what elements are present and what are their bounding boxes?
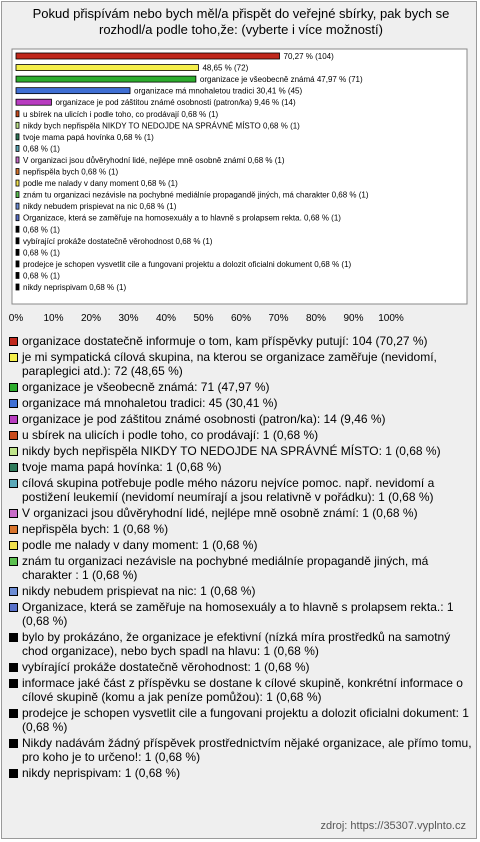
bar-label-19: prodejce je schopen vysvetlit cile a fungovani projektu a dolozit oficialni dokument 0,68 % (1)	[23, 259, 352, 269]
bar-label-15: Organizace, která se zaměřuje na homosexuály a to hlavně s prolapsem rekta. 0,68 % (1)	[23, 213, 341, 223]
chart-title: Pokud přispívám nebo bych měl/a přispět do veřejné sbírky, pak bych se rozhodl/a podle toho,že: (vyberte i více možností)	[32, 6, 450, 37]
x-tick-label: 20%	[80, 313, 102, 324]
legend-text: Nikdy nadávám žádný příspěvek prostřednictvím nějaké organizace, ale přímo tomu, pro koho je to určeno!: 1 (0,68 %)	[22, 736, 472, 764]
legend-item	[8, 766, 474, 780]
bar-10	[16, 157, 19, 163]
legend-swatch	[9, 679, 18, 688]
legend-swatch	[9, 383, 18, 392]
bar-15	[16, 215, 19, 221]
x-tick-label: 30%	[118, 313, 139, 324]
legend-text: vybírající prokáže dostatečně věrohodnost: 1 (0,68 %)	[22, 660, 310, 674]
legend-item	[8, 660, 474, 674]
legend-item	[8, 506, 474, 520]
legend-swatch	[9, 399, 18, 408]
legend-item	[8, 396, 474, 410]
legend-text: je mi sympatická cílová skupina, na kterou se organizace zaměřuje (nevidomí, paraplegici atd.): 72 (48,65 %)	[22, 350, 437, 378]
legend-item	[8, 630, 474, 658]
legend-text: organizace je pod záštitou známé osobnosti (patron/ka): 14 (9,46 %)	[22, 412, 386, 426]
bar-label-7: nikdy bych nepřispěla NIKDY TO NEDOJDE NA SPRÁVNÉ MÍSTO 0,68 % (1)	[23, 121, 300, 131]
x-tick-label: 100%	[378, 313, 404, 324]
legend-text: organizace je všeobecně známá: 71 (47,97 %)	[22, 380, 270, 394]
bar-5	[16, 99, 51, 105]
legend-swatch	[9, 337, 18, 346]
legend-swatch	[9, 479, 18, 488]
legend-text: V organizaci jsou důvěryhodní lidé, nejlépe mně osobně známí: 1 (0,68 %)	[22, 506, 418, 520]
legend-swatch	[9, 541, 18, 550]
bar-label-18: 0,68 % (1)	[23, 248, 60, 258]
bar-2	[16, 65, 198, 71]
legend-item	[8, 412, 474, 426]
bar-label-1: 70,27 % (104)	[283, 52, 334, 61]
bar-label-10: V organizaci jsou důvěryhodní lidé, nejlépe mně osobně známí 0,68 % (1)	[23, 155, 285, 165]
legend-swatch	[9, 509, 18, 518]
x-tick-label: 10%	[43, 313, 64, 324]
bar-19	[16, 261, 19, 267]
bar-12	[16, 180, 19, 186]
x-tick-label: 80%	[305, 313, 327, 324]
legend-text: prodejce je schopen vysvetlit cile a fungovani projektu a dolozit oficialni dokument: 1 (0,68 %)	[22, 706, 469, 734]
legend-item	[8, 676, 474, 704]
legend-text: nikdy nebudem prispievat na nic: 1 (0,68 %)	[22, 584, 256, 598]
bar-11	[16, 169, 19, 175]
legend-text: nepřispěla bych: 1 (0,68 %)	[22, 522, 169, 536]
legend-swatch	[9, 769, 18, 778]
legend-text: podle me nalady v dany moment: 1 (0,68 %)	[22, 538, 258, 552]
legend-text: Organizace, která se zaměřuje na homosexuály a to hlavně s prolapsem rekta.: 1 (0,68 %)	[22, 600, 454, 628]
bar-label-16: 0,68 % (1)	[23, 225, 60, 235]
legend-swatch	[9, 431, 18, 440]
bar-20	[16, 272, 19, 278]
chart-frame	[1, 1, 477, 839]
legend-swatch	[9, 415, 18, 424]
legend-item	[8, 522, 474, 536]
bar-17	[16, 238, 19, 244]
legend-item	[8, 444, 474, 458]
bar-7	[16, 122, 19, 128]
legend-swatch	[9, 739, 18, 748]
x-tick-label: 70%	[268, 313, 289, 324]
legend-item	[8, 334, 474, 348]
legend-item	[8, 706, 474, 734]
bar-label-13: znám tu organizaci nezávisle na pochybné mediálníe propagandě jiných, má charakter 0,68 % (1)	[23, 190, 369, 200]
legend-swatch	[9, 587, 18, 596]
legend-item	[8, 584, 474, 598]
legend-text: cílová skupina potřebuje podle mého názoru nejvíce pomoc. např. nevidomí a postižení leukemií (nevidomí neumírají a jsou relativně v pořádku): 1 (0,68 %)	[22, 476, 435, 504]
bar-label-3: organizace je všeobecně známá 47,97 % (71)	[199, 75, 363, 85]
legend-item	[8, 476, 474, 504]
bar-4	[16, 88, 130, 94]
x-tick-label: 50%	[193, 313, 214, 324]
legend	[8, 334, 474, 782]
bar-21	[16, 284, 19, 290]
legend-swatch	[9, 663, 18, 672]
legend-text: nikdy bych nepřispěla NIKDY TO NEDOJDE NA SPRÁVNÉ MÍSTO: 1 (0,68 %)	[22, 444, 441, 458]
bar-label-21: nikdy neprispivam 0,68 % (1)	[23, 283, 127, 292]
legend-swatch	[9, 463, 18, 472]
bar-6	[16, 111, 19, 117]
x-tick-label: 40%	[155, 313, 177, 324]
legend-swatch	[9, 709, 18, 718]
x-tick-label: 90%	[343, 313, 364, 324]
bar-1	[16, 53, 280, 59]
legend-swatch	[9, 633, 18, 642]
legend-text: organizace má mnohaletou tradici: 45 (30,41 %)	[22, 396, 278, 410]
legend-item	[8, 380, 474, 394]
bar-16	[16, 226, 19, 232]
bar-18	[16, 249, 19, 255]
legend-text: informace jaké část z příspěvku se dostane k cílové skupině, konkrétní informace o cílové skupině (komu a jak peníze pomůžou): 1 (0,68 %)	[22, 676, 463, 704]
legend-text: znám tu organizaci nezávisle na pochybné mediálníe propagandě jiných, má charakter : 1 (0,68 %)	[22, 554, 429, 582]
x-tick-label: 0%	[8, 313, 24, 324]
bar-9	[16, 145, 19, 151]
legend-item	[8, 538, 474, 552]
legend-text: u sbírek na ulicích i podle toho, co prodávají: 1 (0,68 %)	[22, 428, 319, 442]
legend-swatch	[9, 353, 18, 362]
legend-item	[8, 460, 474, 474]
legend-item	[8, 554, 474, 582]
bar-label-2: 48,65 % (72)	[202, 63, 249, 73]
bar-label-17: vybírající prokáže dostatečně věrohodnost 0,68 % (1)	[23, 236, 213, 246]
bar-3	[16, 76, 196, 82]
bar-label-5: organizace je pod záštitou známé osobnosti (patron/ka) 9,46 % (14)	[55, 98, 296, 108]
legend-item	[8, 736, 474, 764]
bar-label-11: nepřispěla bych 0,68 % (1)	[23, 167, 119, 177]
legend-swatch	[9, 447, 18, 456]
legend-item	[8, 600, 474, 628]
legend-text: bylo by prokázáno, že organizace je efektivní (nízká míra prostředků na samotný chod organizace), nebo bych spadl na hlavu: 1 (0,68 %)	[22, 630, 451, 658]
legend-item	[8, 428, 474, 442]
legend-text: tvoje mama papá hovínka: 1 (0,68 %)	[22, 460, 222, 474]
bar-label-12: podle me nalady v dany moment 0,68 % (1)	[23, 179, 178, 189]
x-tick-label: 60%	[230, 313, 252, 324]
bar-label-9: 0,68 % (1)	[23, 144, 60, 154]
source-note: zdroj: https://35307.vyplnto.cz	[320, 820, 466, 832]
bar-label-4: organizace má mnohaletou tradici 30,41 % (45)	[134, 86, 303, 96]
bar-label-8: tvoje mama papá hovínka 0,68 % (1)	[23, 132, 154, 142]
bar-chart	[2, 2, 478, 332]
bar-label-20: 0,68 % (1)	[23, 271, 60, 281]
legend-swatch	[9, 603, 18, 612]
bar-13	[16, 192, 19, 198]
legend-swatch	[9, 557, 18, 566]
legend-swatch	[9, 525, 18, 534]
legend-text: organizace dostatečně informuje o tom, kam příspěvky putují: 104 (70,27 %)	[22, 334, 428, 348]
bar-label-14: nikdy nebudem prispievat na nic 0,68 % (1)	[23, 202, 177, 212]
bar-8	[16, 134, 19, 140]
legend-item	[8, 350, 474, 378]
legend-text: nikdy neprispivam: 1 (0,68 %)	[22, 766, 181, 780]
bar-14	[16, 203, 19, 209]
bar-label-6: u sbírek na ulicích i podle toho, co prodávají 0,68 % (1)	[23, 109, 219, 119]
